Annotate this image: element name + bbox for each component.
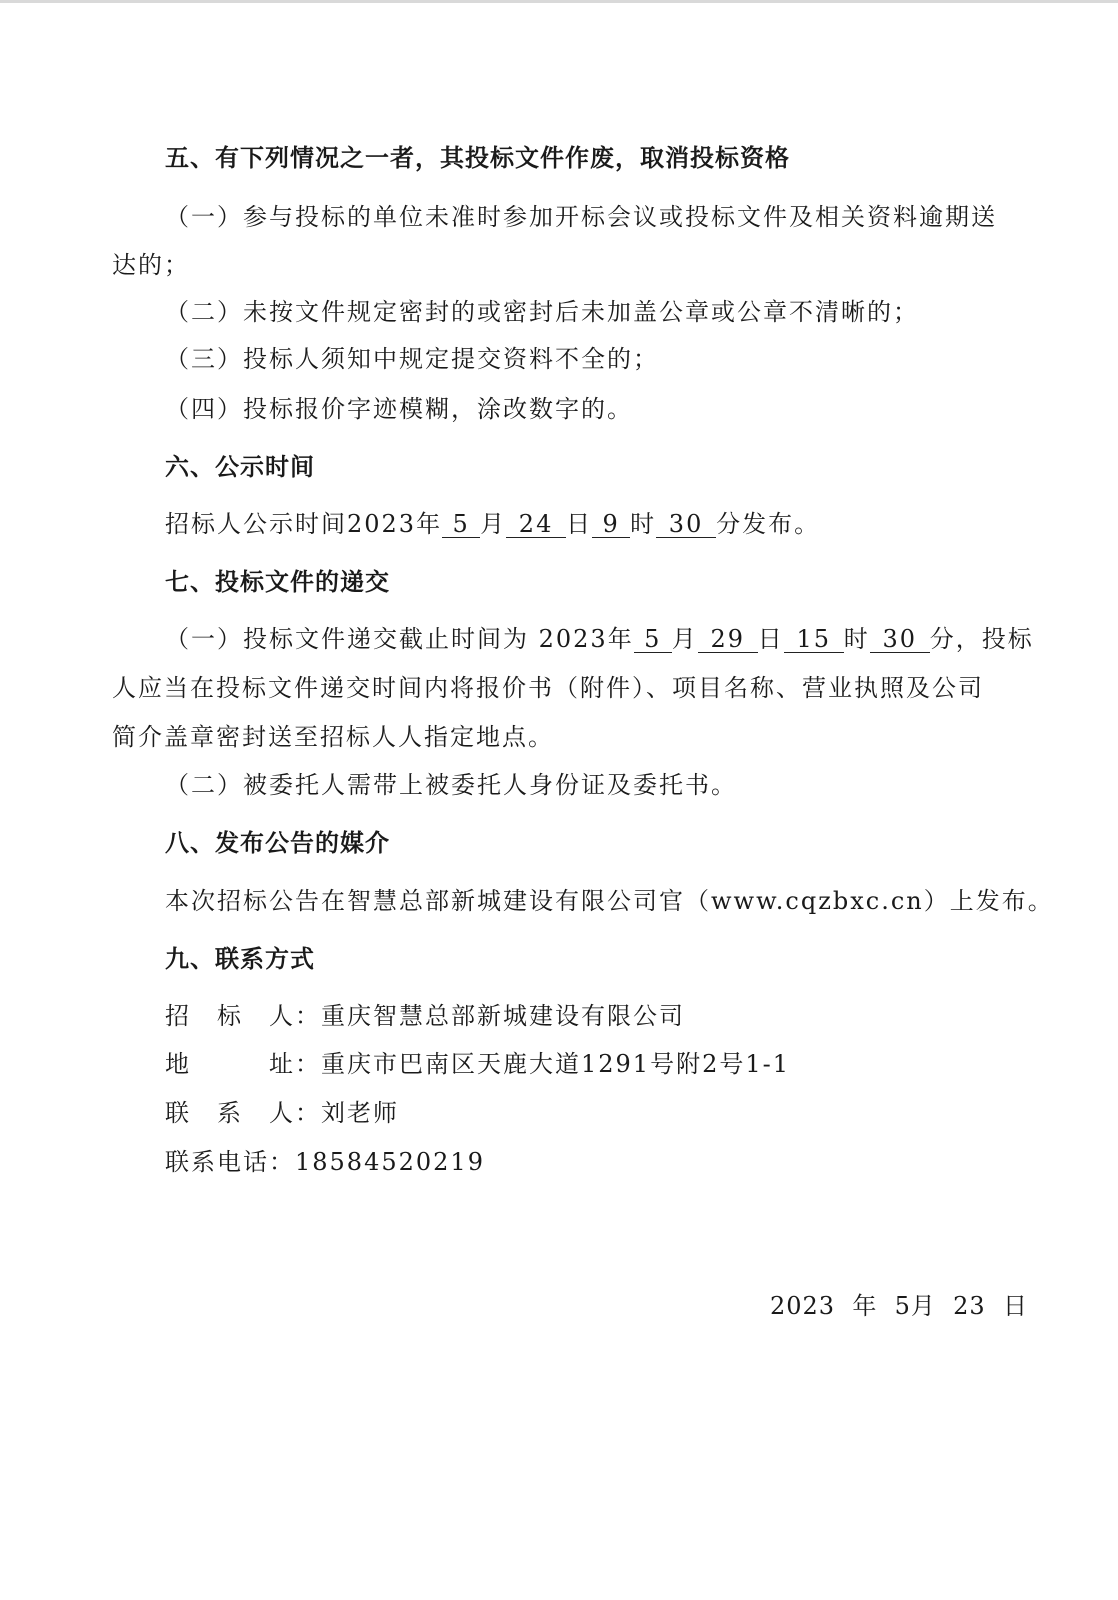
deadline-hour-label: 时: [843, 625, 870, 653]
publicity-suffix: 分发布。: [716, 510, 821, 538]
address-label: 地 址：: [165, 1050, 321, 1078]
publicity-month-label: 月: [480, 510, 507, 538]
contact-label: 联 系 人：: [165, 1099, 321, 1127]
deadline-suffix: 分，投标: [929, 625, 1034, 653]
section-7-item-1-cont-2: 简介盖章密封送至招标人人指定地点。: [112, 723, 554, 751]
publicity-month: 5: [442, 511, 480, 538]
address-value: 重庆市巴南区天鹿大道1291号附2号1-1: [321, 1050, 790, 1078]
section-6-heading: 六、公示时间: [165, 453, 315, 481]
deadline-hour: 15: [784, 626, 844, 653]
deadline-month-label: 月: [671, 625, 698, 653]
contact-value: 刘老师: [321, 1099, 399, 1127]
publicity-day-label: 日: [566, 510, 593, 538]
deadline-day-label: 日: [757, 625, 784, 653]
section-5-item-2: （二）未按文件规定密封的或密封后未加盖公章或公章不清晰的；: [165, 298, 919, 326]
date-day-label: 日: [1002, 1292, 1028, 1320]
publicity-minute: 30: [656, 511, 716, 538]
tenderer-value: 重庆智慧总部新城建设有限公司: [321, 1002, 685, 1030]
section-8-heading: 八、发布公告的媒介: [165, 829, 390, 857]
tenderer-label: 招 标 人：: [165, 1002, 321, 1030]
section-7-heading: 七、投标文件的递交: [165, 568, 390, 596]
phone-row: [165, 1147, 485, 1177]
phone-value: 18584520219: [295, 1148, 485, 1176]
tenderer-row: [165, 1001, 685, 1031]
address-row: [165, 1049, 790, 1079]
section-7-item-1-cont: 人应当在投标文件递交时间内将报价书（附件）、项目名称、营业执照及公司: [112, 674, 984, 702]
document-date: [770, 1291, 1028, 1321]
publicity-hour: 9: [592, 511, 630, 538]
section-5-item-4: （四）投标报价字迹模糊，涂改数字的。: [165, 395, 633, 423]
publicity-time: [165, 509, 820, 539]
publicity-hour-label: 时: [630, 510, 657, 538]
deadline-minute: 30: [870, 626, 930, 653]
section-5-item-1: （一）参与投标的单位未准时参加开标会议或投标文件及相关资料逾期送: [165, 203, 997, 231]
page-top-edge: [0, 0, 1118, 3]
deadline-month: 5: [634, 626, 672, 653]
section-7-item-2: （二）被委托人需带上被委托人身份证及委托书。: [165, 771, 737, 799]
date-year-label: 年: [852, 1292, 878, 1320]
date-month: 5月: [894, 1292, 936, 1320]
section-9-heading: 九、联系方式: [165, 945, 315, 973]
section-5-item-3: （三）投标人须知中规定提交资料不全的；: [165, 345, 659, 373]
section-5-item-1-cont: 达的；: [112, 251, 190, 279]
section-5-heading: 五、有下列情况之一者，其投标文件作废，取消投标资格: [165, 144, 790, 172]
deadline-prefix: （一）投标文件递交截止时间为 2023年: [165, 625, 634, 653]
section-8-text: 本次招标公告在智慧总部新城建设有限公司官（www.cqzbxc.cn）上发布。: [165, 887, 1054, 915]
date-year: 2023: [770, 1292, 836, 1320]
contact-row: [165, 1098, 399, 1128]
phone-label: 联系电话：: [165, 1148, 295, 1176]
deadline-line: [165, 624, 1034, 654]
publicity-day: 24: [506, 511, 566, 538]
deadline-day: 29: [698, 626, 758, 653]
date-day: 23: [953, 1292, 986, 1320]
publicity-prefix: 招标人公示时间2023年: [165, 510, 443, 538]
